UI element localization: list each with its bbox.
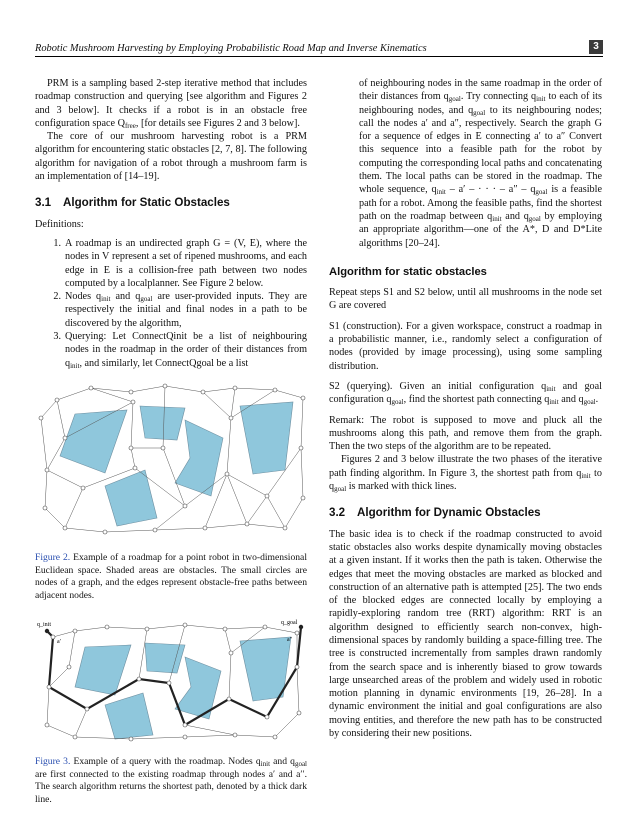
paragraph-s1: S1 (construction). For a given workspace, construct a roadmap in a probabilistic manner, i.e., randomly select a configuration of nodes (provided by image processing), using some sampling distribution. — [329, 320, 602, 372]
algorithm-heading: Algorithm for static obstacles — [329, 265, 487, 278]
definitions-label: Definitions: — [35, 218, 84, 230]
obstacle — [105, 470, 157, 526]
qgoal-label: q_goal — [281, 619, 298, 626]
query-figure — [35, 617, 307, 742]
figure-3 — [35, 617, 307, 746]
figure-2-caption: Figure 2. Example of a roadmap for a point robot in two-dimensional Euclidean space. Shaded areas are obstacles. The small circles are nodes of a graph, and the edges represent obstacle-free paths between adjacent nodes. — [35, 552, 307, 602]
paragraph-core: The core of our mushroom harvesting robot is a PRM algorithm for encountering static obstacles [2, 7, 8]. The following algorithm for navigation of a robot through a mushroom farm is an implementation of [14–19]. — [35, 131, 307, 183]
figure-2 — [35, 378, 307, 540]
section-heading-3-1: 3.1 Algorithm for Static Obstacles — [35, 196, 230, 210]
list-item: 2. Nodes $q_{init}$ and $q_{goal}$ are user-provided inputs. They are respectively the initial and final nodes in a path to be discovered by the algorithm, — [53, 291, 307, 329]
definitions-list — [35, 237, 307, 370]
paragraph-remark: Remark: The robot is supposed to move and pluck all the mushrooms along this path, and remove them from the graph. Then the two steps of the algorithm are to be repeated. — [329, 414, 602, 453]
paragraph-repeat: Repeat steps S1 and S2 below, until all mushrooms in the node set G are covered — [329, 287, 602, 312]
list-continuation: of neighbouring nodes in the same roadmap in the order of their distances from $q_{goal}$. Try connecting $q_{init}$ to each of its neighbouring nodes, and $q_{goal}$ to its neighbouring nodes; call the nodes a′ and a″, respectively. Search the graph G for a sequence of edges in E connecting a′ to a″ Convert this sequence into a feasible path for the robot by computing the corresponding local paths and concatenating them. The local paths can be stored in the roadmap. The whole sequence, $q_{init} - a'$ – · · · – $a'' - q_{goal}$ is a feasible path for a robot. Among the feasible paths, find the shortest path on the roadmap between $q_{init}$ and $q_{goal}$ by employing an appropriate algorithm—one of the A*, D and D*Lite algorithms [20–24]. — [359, 78, 602, 249]
obstacle — [140, 406, 185, 440]
a-double-prime-label: a″ — [287, 636, 293, 643]
section-heading-3-2: 3.2 Algorithm for Dynamic Obstacles — [329, 506, 541, 520]
paragraph-figures: Figures 2 and 3 below illustrate the two phases of the iterative path finding algorithm. In Figure 3, the shortest path from $q_{init}$ to $q_{goal}$ is marked with thick lines. — [329, 454, 602, 494]
obstacle — [60, 410, 127, 473]
paragraph-prm-intro: PRM is a sampling based 2-step iterative method that includes roadmap construction and querying [see algorithm and Figures 2 and 3 below]. It checks if a robot is in an obstacle free configuration space $Q_{free}$, [for details see Figures 2 and 3 below]. — [35, 78, 307, 130]
page-number: 3 — [589, 40, 603, 54]
header-title: Robotic Mushroom Harvesting by Employing Probabilistic Road Map and Inverse Kinematics — [35, 43, 427, 54]
figure-3-caption: Figure 3. Example of a query with the roadmap. Nodes $q_{init}$ and $q_{goal}$ are first connected to the existing roadmap through nodes a′ and a′′. The search algorithm returns the shortest path, denoted by a thick dark line. — [35, 755, 307, 805]
a-prime-label: a′ — [57, 638, 61, 645]
list-item: 3. Querying: Let ConnectQinit be a list of neighbouring nodes in the roadmap in the order of their distances from $q_{init}$, and similarly, let ConnectQgoal be a list — [53, 331, 307, 370]
paragraph-s2: S2 (querying). Given an initial configuration $q_{init}$ and goal configuration $q_{goal}$, find the shortest path connecting $q_{init}$ and $q_{goal}$. — [329, 380, 603, 407]
qinit-label: q_init — [37, 621, 52, 628]
running-header — [35, 40, 603, 57]
list-item: 1. A roadmap is an undirected graph G = (V, E), where the nodes in V represent a set of ripened mushrooms, and each edge in E is a collision-free path between two nodes computed by a localplanner. See Figure 2 below. — [53, 237, 307, 289]
obstacle — [175, 420, 223, 496]
paragraph-dynamic: The basic idea is to check if the roadmap constructed to avoid static obstacles also works despite dynamically moving obstacles at a given instant. If it works then the path is taken. Otherwise the edges that meet the moving obstacles are marked as blocked and construction of an alternative path is attempted [25]. The two ends of the blocked edges are connected locally by employing a rapidly-exploring random tree (RRT) algorithm: RRT is an algorithm designed to efficiently search non-convex, high-dimensional spaces by randomly building a space-filling tree. The tree is constructed incrementally from samples drawn randomly from the search space and is inherently biased to grow towards large unsearched areas of the problem and widely used in robotic motion planning in dynamic environments [19, 26–28]. In a dynamic environment the initial and goal configurations are also moving entities, and therefore the new path has to be constructed by considering their new positions. — [329, 528, 602, 740]
right-column — [329, 77, 602, 740]
roadmap-figure — [35, 378, 307, 536]
obstacle — [240, 402, 293, 474]
left-column — [35, 77, 307, 806]
